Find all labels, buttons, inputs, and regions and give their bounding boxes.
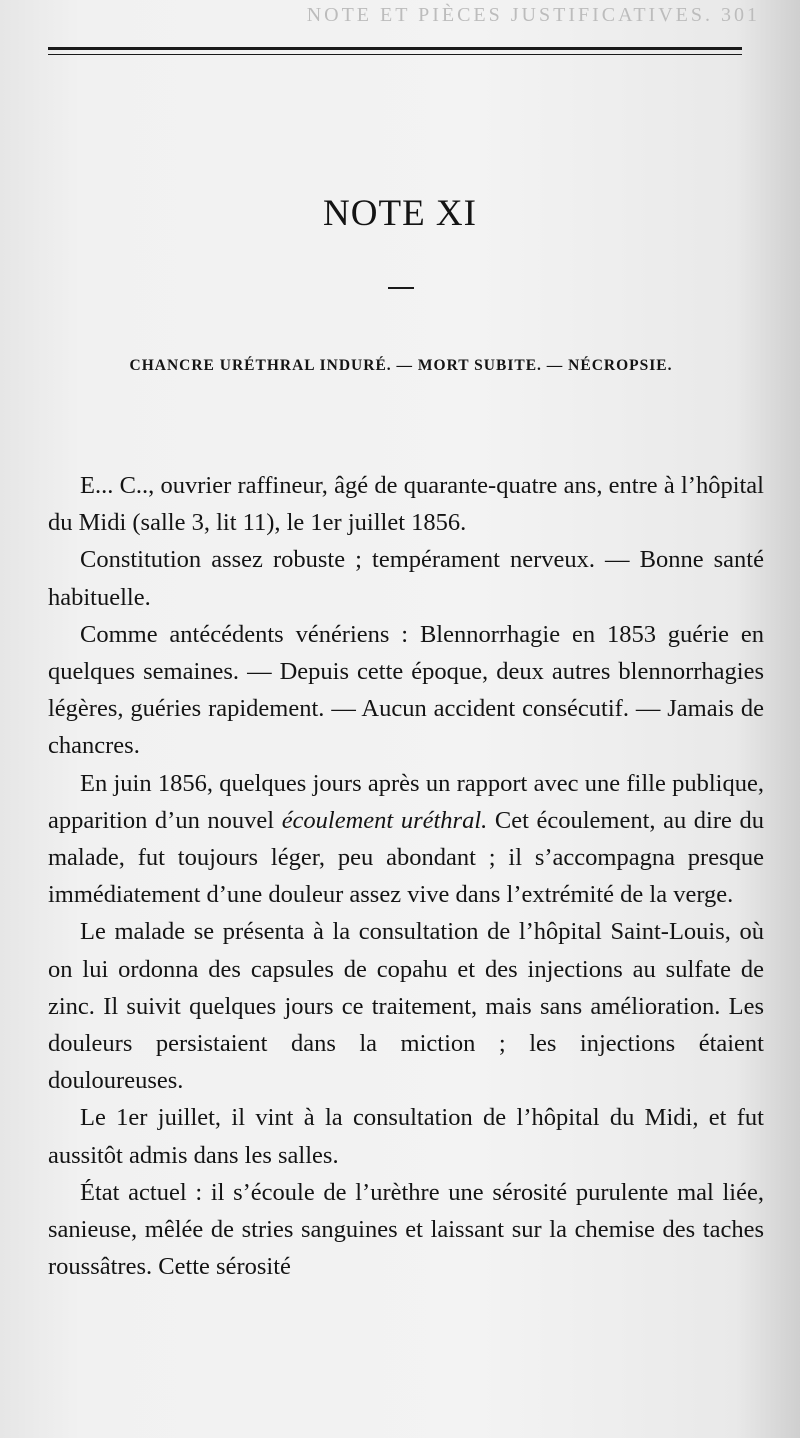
paragraph-4 [48, 765, 764, 914]
paragraph-6: Le 1er juillet, il vint à la consultation de l’hôpital du Midi, et fut aussitôt admis dans les salles. [48, 1104, 764, 1169]
note-title: NOTE XI [323, 193, 477, 234]
paragraph-4-italic-term: écoulement uréthral. [281, 806, 488, 834]
title-separator [388, 287, 414, 289]
paragraph-3: Comme antécédents vénériens : Blennorrhagie en 1853 guérie en quelques semaines. — Depuis cette époque, deux autres blennorrhagies légères, guéries rapidement. — Aucun accident consécutif. — Jamais de chancres. [48, 620, 764, 760]
paragraph-4-text-end: Cet écoulement, au dire du malade, fut toujours léger, peu abondant ; il s’accompagna presque immédiatement d’une douleur assez vive dans l’extrémité de la verge. [48, 806, 764, 909]
page-number: 301 [721, 4, 760, 26]
paragraph-7: État actuel : il s’écoule de l’urèthre une sérosité purulente mal liée, sanieuse, mêlée de stries sanguines et laissant sur la chemise des taches roussâtres. Cette sérosité [48, 1178, 764, 1281]
paragraph-1: E... C.., ouvrier raffineur, âgé de quarante-quatre ans, entre à l’hôpital du Midi (salle 3, lit 11), le 1er juillet 1856. [48, 472, 764, 537]
header-rule-thick [48, 47, 742, 50]
paragraph-5: Le malade se présenta à la consultation de l’hôpital Saint-Louis, où on lui ordonna des capsules de copahu et des injections au sulfate de zinc. Il suivit quelques jours ce traitement, mais sans amélioration. Les douleurs persistaient dans la miction ; les injections étaient douloureuses. [48, 918, 764, 1095]
paragraph-2: Constitution assez robuste ; tempérament nerveux. — Bonne santé habituelle. [48, 546, 764, 611]
running-head-title: NOTE ET PIÈCES JUSTIFICATIVES. [306, 4, 713, 26]
header-rule-thin [48, 54, 742, 55]
running-head [40, 4, 760, 27]
paragraph-4-text-start: En juin 1856, quelques jours après un rapport avec une fille publique, apparition d’un nouvel [48, 769, 764, 834]
note-body [48, 467, 764, 1285]
note-subtitle: CHANCRE URÉTHRAL INDURÉ. — MORT SUBITE. — NÉCROPSIE. [129, 357, 673, 374]
